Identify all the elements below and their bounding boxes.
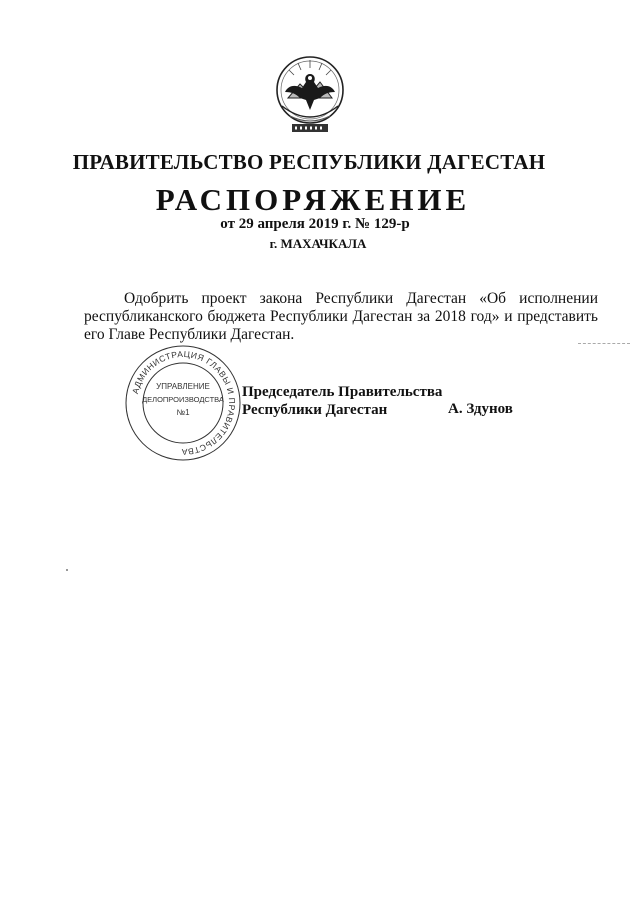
document-type-title: РАСПОРЯЖЕНИЕ (155, 182, 471, 217)
order-body-text: Одобрить проект закона Республики Дагестан «Об исполнении республиканского бюджета Республики Дагестан за 2018 год» и представить его Главе Республики Дагестан. (84, 290, 598, 343)
government-title: ПРАВИТЕЛЬСТВО РЕСПУБЛИКИ ДАГЕСТАН (72, 150, 546, 174)
order-body-paragraph (84, 290, 598, 344)
signature-position (242, 383, 442, 419)
date-number-line: от 29 апреля 2019 г. № 129-р (220, 216, 410, 232)
signature-position-line1: Председатель Правительства (242, 384, 443, 400)
scan-mark-line (578, 343, 630, 344)
office-stamp (121, 343, 245, 463)
signature-position-line2: Республики Дагестан (242, 402, 388, 418)
city-line: г. МАХАЧКАЛА (269, 236, 367, 251)
stamp-line1: УПРАВЛЕНИЕ (156, 382, 210, 391)
signatory-name: А. Здунов (448, 401, 513, 417)
stamp-line3: №1 (176, 408, 190, 417)
coat-of-arms-emblem (268, 48, 352, 136)
stamp-ring-text: АДМИНИСТРАЦИЯ ГЛАВЫ И ПРАВИТЕЛЬСТВА (129, 348, 238, 458)
scan-speck (66, 569, 68, 571)
stamp-line2: ДЕЛОПРОИЗВОДСТВА (142, 395, 224, 404)
